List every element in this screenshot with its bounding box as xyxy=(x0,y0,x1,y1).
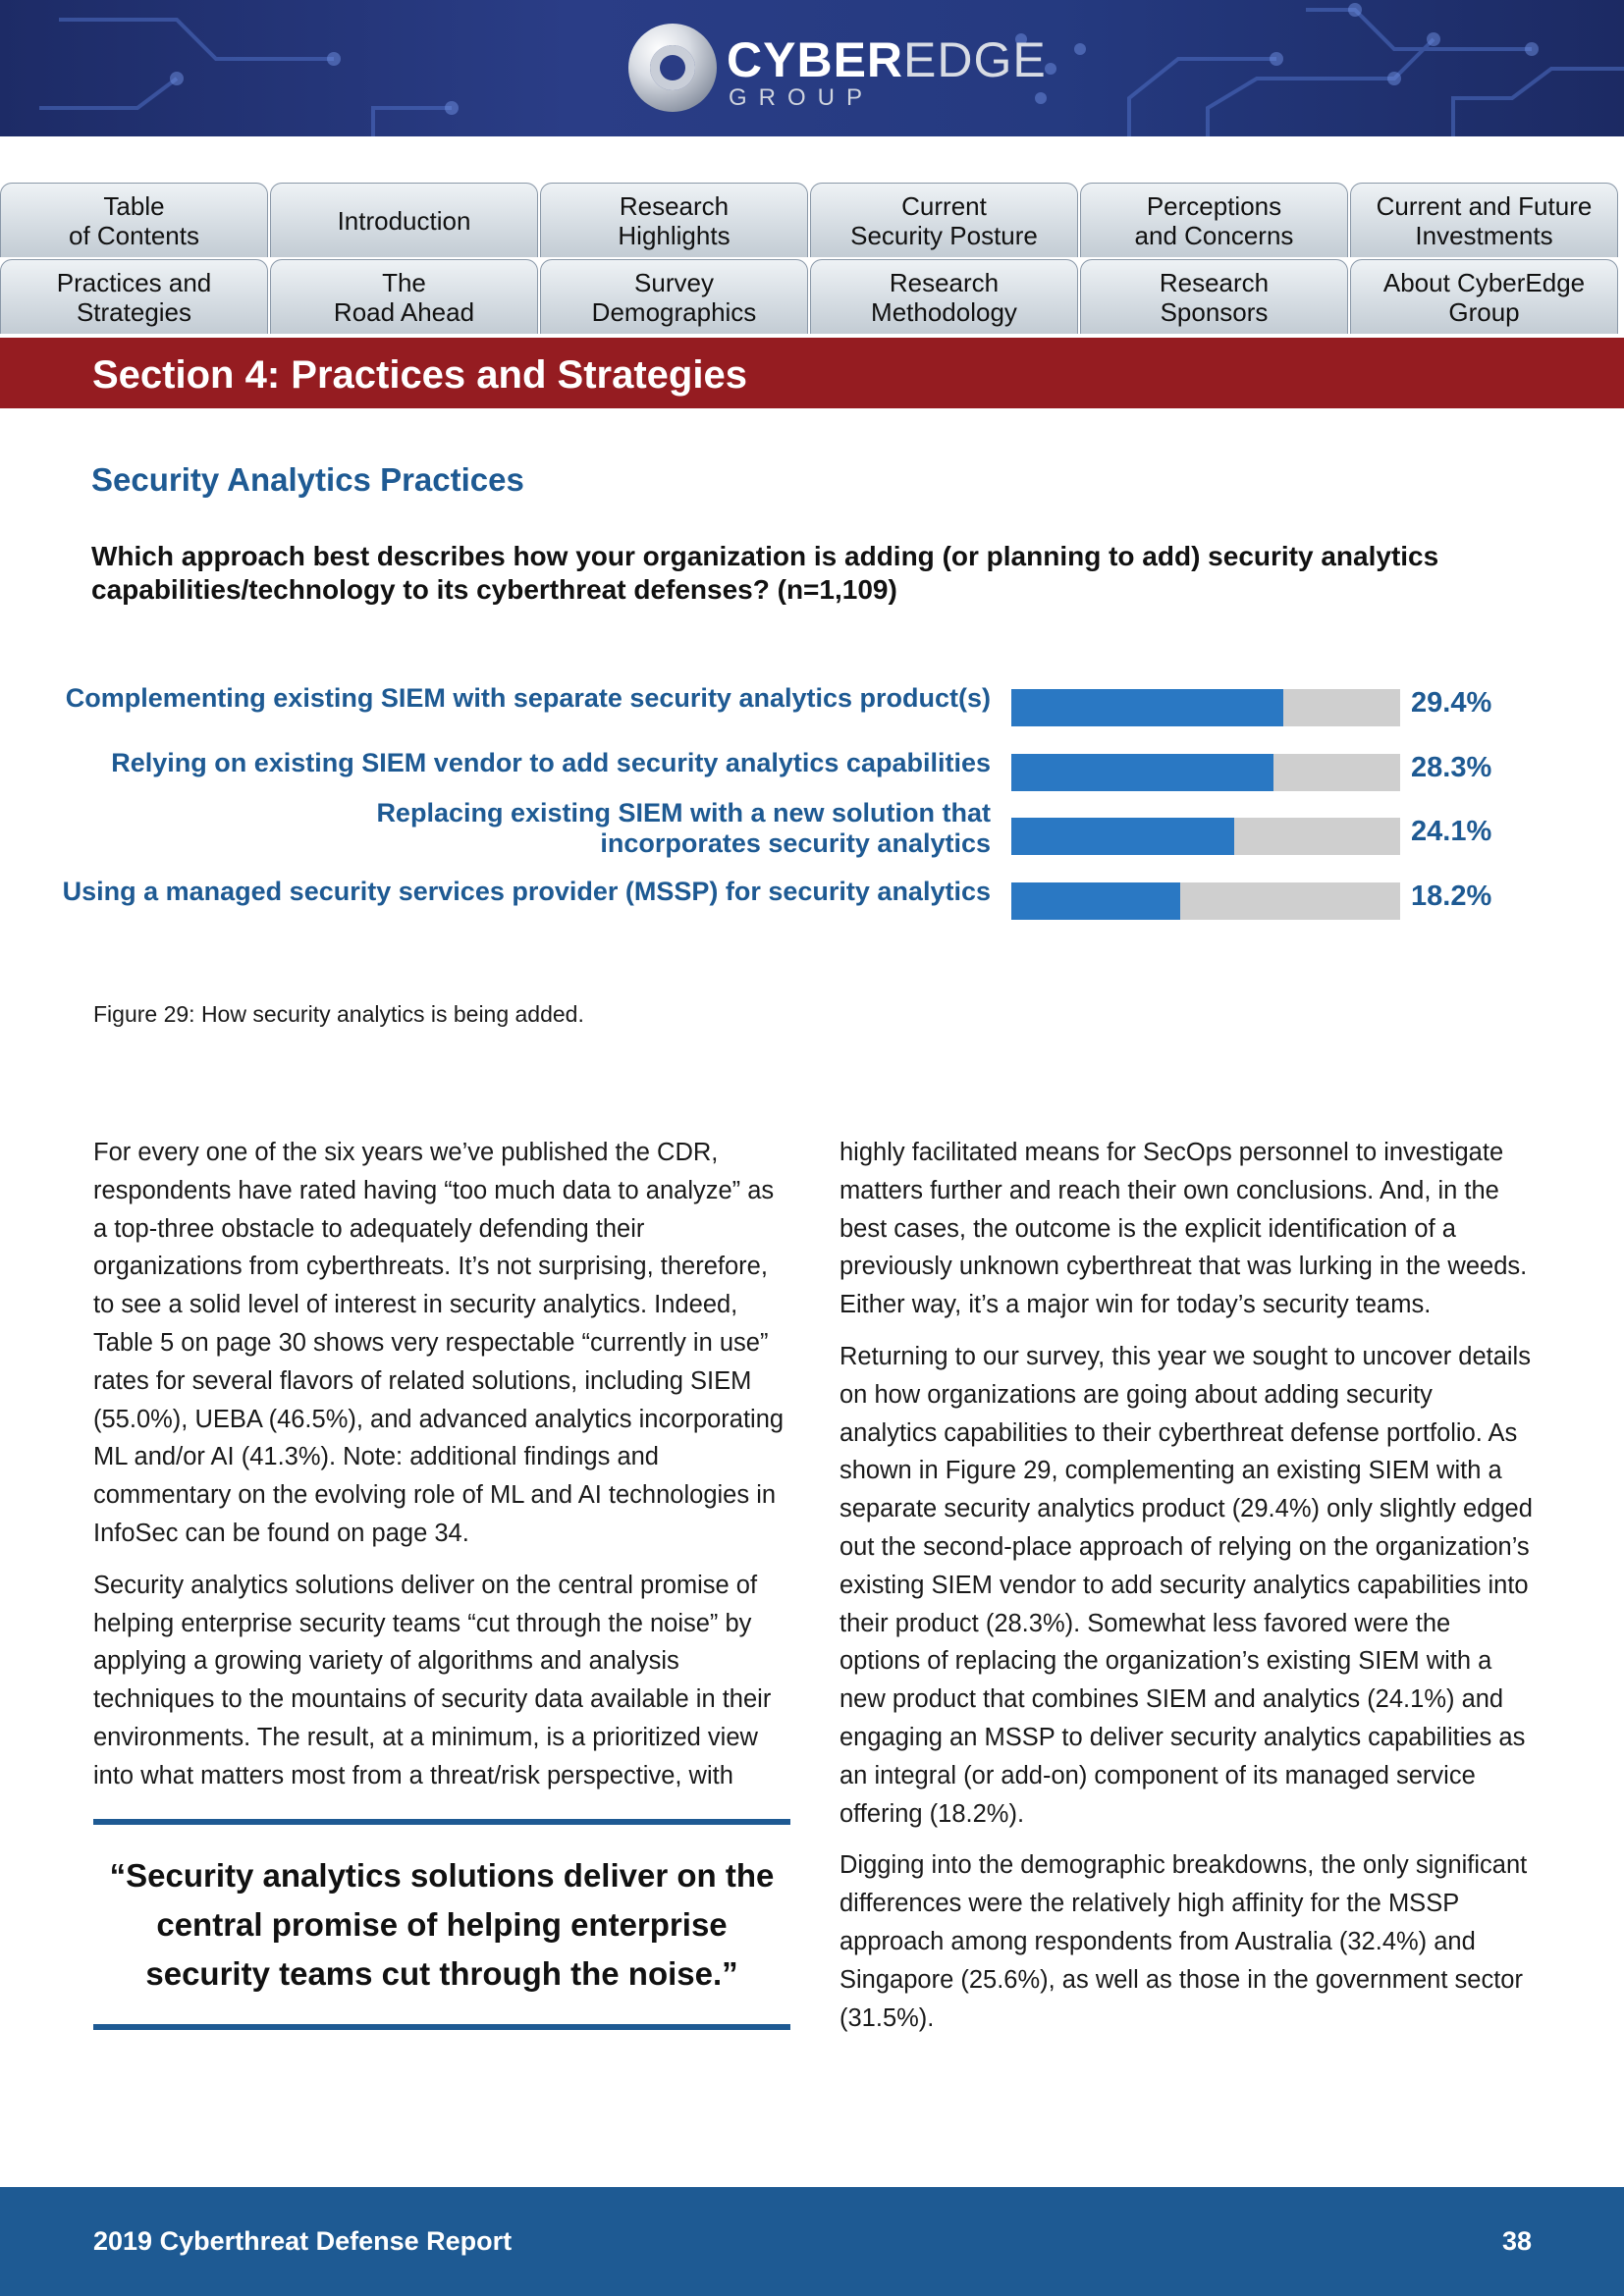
tab-research-sponsors[interactable]: Research Sponsors xyxy=(1080,259,1348,334)
tab-the-road-ahead[interactable]: The Road Ahead xyxy=(270,259,538,334)
cyberedge-logo-icon xyxy=(628,24,717,112)
tab-research-highlights[interactable]: Research Highlights xyxy=(540,183,808,257)
tab-introduction[interactable]: Introduction xyxy=(270,183,538,257)
bar-label: Using a managed security services provider (MSSP) for security analytics xyxy=(62,876,991,906)
bar-value-label: 29.4% xyxy=(1411,687,1492,719)
subheading: Security Analytics Practices xyxy=(91,461,524,498)
cyberedge-logo[interactable] xyxy=(628,22,1047,116)
tab-table-of-contents[interactable]: Table of Contents xyxy=(0,183,268,257)
body-paragraph: highly facilitated means for SecOps personnel to investigate matters further and reach their own conclusions. And, in the best cases, the outcome is the explicit identification of a previously unknown cyberthreat that was lurking in the weeds. Either way, it’s a major win for today’s security teams. xyxy=(839,1139,1528,1319)
tab-survey-demographics[interactable]: Survey Demographics xyxy=(540,259,808,334)
body-paragraph: Security analytics solutions deliver on the central promise of helping enterprise security teams “cut through the noise” by applying a growing variety of algorithms and analysis techniques to the mountains of security data available in their environments. The result, at a minimum, is a prioritized view into what matters most from a threat/risk perspective, with xyxy=(93,1571,772,1789)
bar-track xyxy=(1011,882,1400,920)
section-nav xyxy=(0,183,1624,336)
header-banner xyxy=(0,0,1624,136)
body-column-left xyxy=(93,1134,790,1809)
nav-row-2 xyxy=(0,259,1624,334)
tab-current-and-future-investments[interactable]: Current and Future Investments xyxy=(1350,183,1618,257)
bar-label: Replacing existing SIEM with a new solution that incorporates security analytics xyxy=(376,798,991,858)
bar xyxy=(1011,882,1180,920)
body-paragraph: Digging into the demographic breakdowns, the only significant differences were the relatively high affinity for the MSSP approach among respondents from Australia (32.4%) and Singapore (25.6%), as well as those in the government sector (31.5%). xyxy=(839,1851,1528,2032)
footer-report-title: 2019 Cyberthreat Defense Report xyxy=(93,2226,513,2256)
tab-current-security-posture[interactable]: Current Security Posture xyxy=(810,183,1078,257)
bar-value-label: 28.3% xyxy=(1411,751,1492,783)
section-title-bar xyxy=(0,338,1624,408)
bar-track xyxy=(1011,689,1400,726)
bar-value-label: 18.2% xyxy=(1411,880,1492,912)
bar-track xyxy=(1011,818,1400,855)
body-paragraph: Returning to our survey, this year we sought to uncover details on how organizations are going about adding security analytics capabilities to their cyberthreat defense portfolio. As shown in Figure 29, complementing an existing SIEM with a separate security analytics product (29.4%) only slightly edged out the second-place approach of relying on the organization’s existing SIEM vendor to add security analytics capabilities into their product (28.3%). Somewhat less favored were the options of replacing the organization’s existing SIEM with a new product that combines SIEM and analytics (24.1%) and engaging an MSSP to deliver security analytics capabilities as an integral (or add-on) component of its managed service offering (18.2%). xyxy=(839,1342,1533,1828)
tab-about-cyberedge-group[interactable]: About CyberEdge Group xyxy=(1350,259,1618,334)
bar-label: Relying on existing SIEM vendor to add security analytics capabilities xyxy=(111,747,991,777)
figure-caption: Figure 29: How security analytics is being added. xyxy=(93,1001,584,1027)
bar-track xyxy=(1011,754,1400,791)
bar-chart xyxy=(0,667,1624,942)
page-footer xyxy=(0,2187,1624,2296)
logo-wordmark: CYBEREDGE xyxy=(727,32,1047,87)
bar-label: Complementing existing SIEM with separate security analytics product(s) xyxy=(65,683,991,713)
body-column-right xyxy=(839,1134,1537,2051)
bar-value-label: 24.1% xyxy=(1411,816,1492,847)
section-title: Section 4: Practices and Strategies xyxy=(92,353,747,397)
bar xyxy=(1011,689,1283,726)
pull-quote: “Security analytics solutions deliver on the central promise of helping enterprise security teams cut through the noise.” xyxy=(93,1819,790,2030)
survey-question: Which approach best describes how your organization is adding (or planning to add) security analytics capabilities/technology to its cyberthreat defenses? (n=1,109) xyxy=(91,541,1439,605)
logo-subtitle: GROUP xyxy=(729,84,875,111)
page-number: 38 xyxy=(1501,2226,1532,2256)
tab-perceptions-and-concerns[interactable]: Perceptions and Concerns xyxy=(1080,183,1348,257)
nav-row-1 xyxy=(0,183,1624,257)
body-paragraph: For every one of the six years we’ve published the CDR, respondents have rated having “too much data to analyze” as a top-three obstacle to adequately defending their organizations from cyberthreats. It’s not surprising, therefore, to see a solid level of interest in security analytics. Indeed, Table 5 on page 30 shows very respectable “currently in use” rates for several flavors of related solutions, including SIEM (55.0%), UEBA (46.5%), and advanced analytics incorporating ML and/or AI (41.3%). Note: additional findings and commentary on the evolving role of ML and AI technologies in InfoSec can be found on page 34. xyxy=(93,1139,785,1547)
bar xyxy=(1011,754,1273,791)
tab-research-methodology[interactable]: Research Methodology xyxy=(810,259,1078,334)
bar xyxy=(1011,818,1234,855)
tab-practices-and-strategies[interactable]: Practices and Strategies xyxy=(0,259,268,334)
